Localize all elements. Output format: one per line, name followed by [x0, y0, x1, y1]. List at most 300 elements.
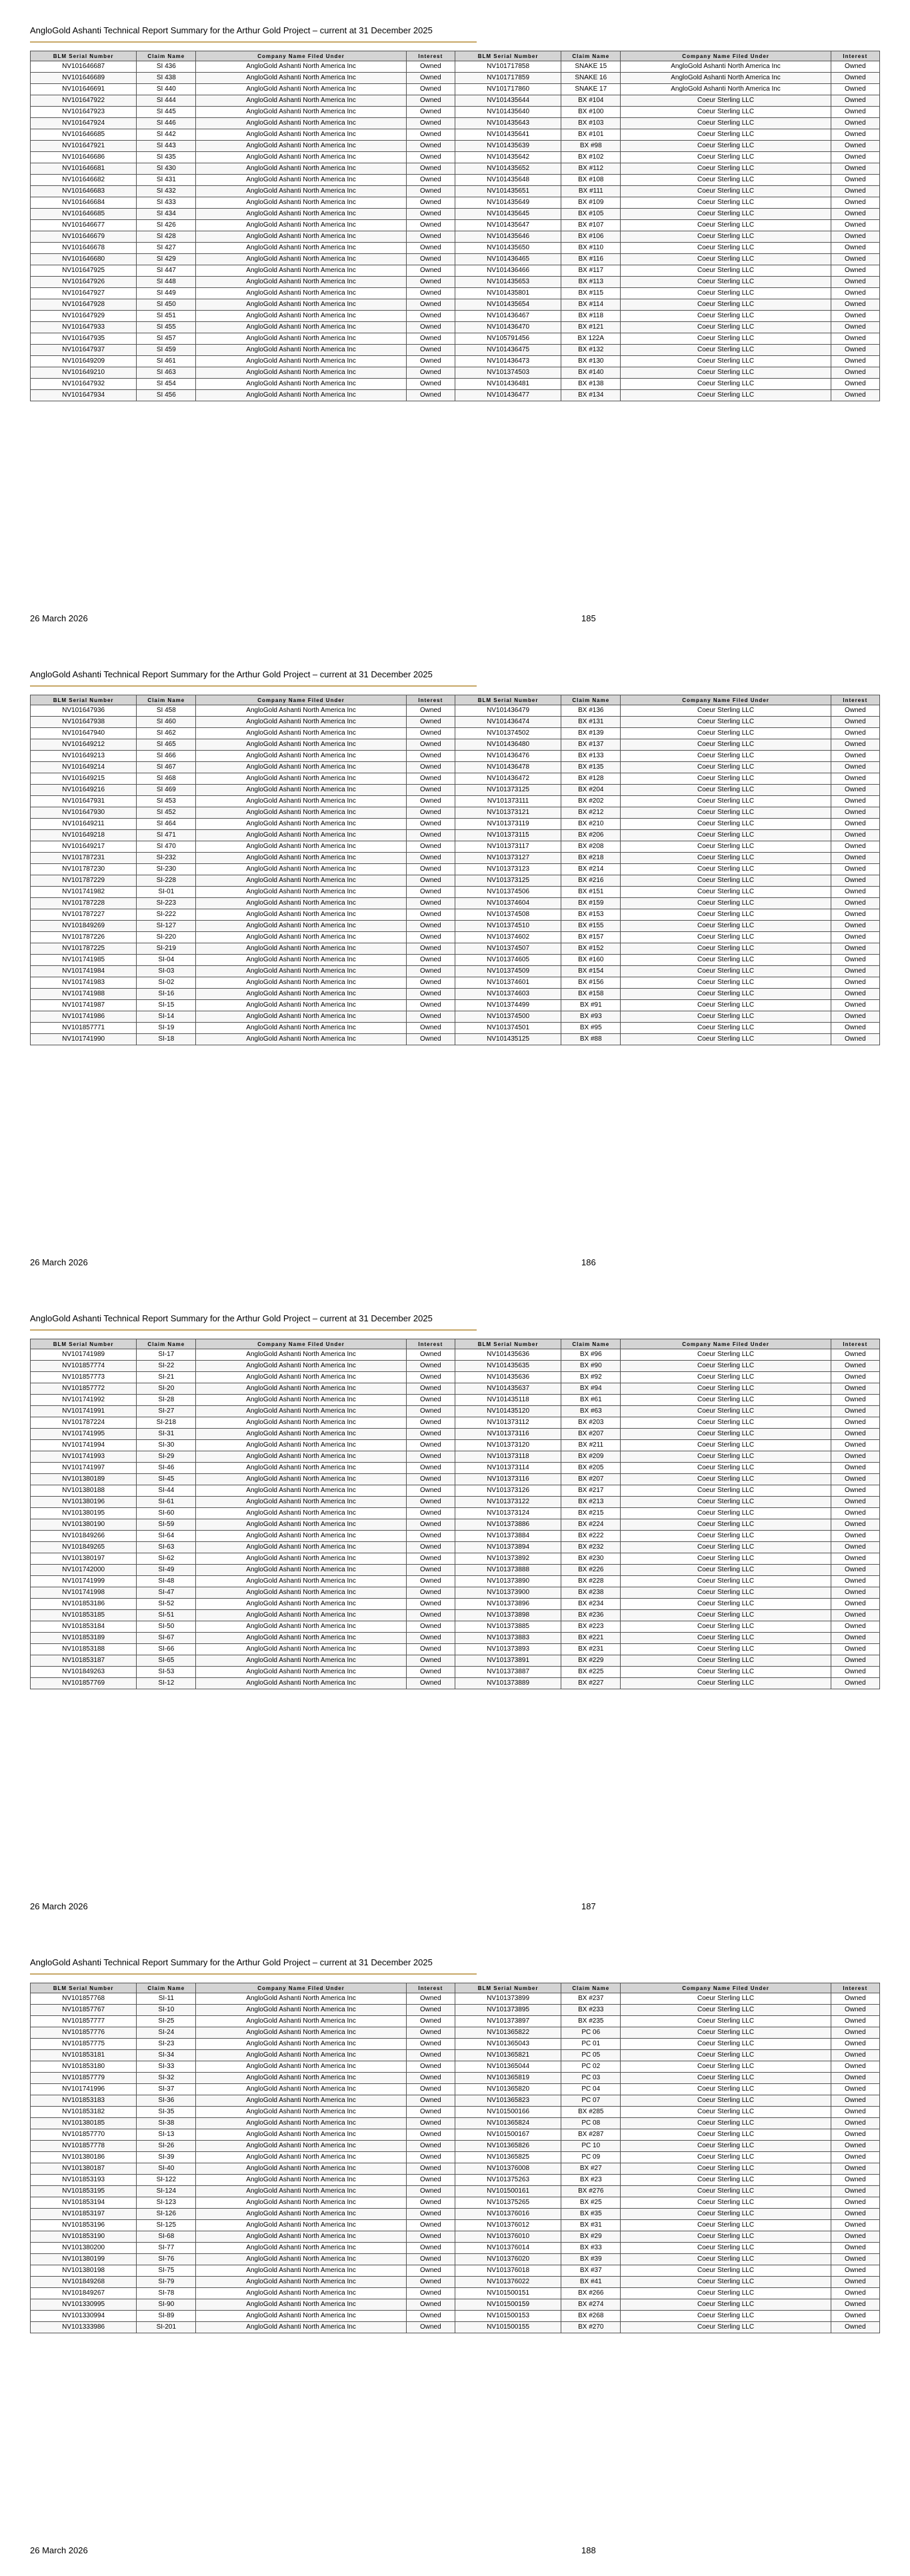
cell-claim-name: BX #206 — [561, 830, 621, 841]
cell-interest: Owned — [831, 84, 879, 95]
cell-interest: Owned — [831, 288, 879, 299]
cell-interest: Owned — [831, 819, 879, 830]
cell-blm-serial-number: NV101849268 — [31, 2277, 137, 2288]
cell-blm-serial-number: NV101717858 — [455, 61, 561, 73]
cell-blm-serial-number: NV101647930 — [31, 807, 137, 819]
cell-company-name: AngloGold Ashanti North America Inc — [196, 1349, 406, 1361]
table-row — [31, 717, 880, 728]
cell-claim-name: SI-66 — [137, 1644, 196, 1655]
cell-blm-serial-number: NV101373892 — [455, 1553, 561, 1565]
cell-company-name: AngloGold Ashanti North America Inc — [196, 1587, 406, 1599]
cell-interest: Owned — [831, 2163, 879, 2175]
cell-claim-name: BX #157 — [561, 932, 621, 943]
table-row — [31, 390, 880, 401]
table-row — [31, 1395, 880, 1406]
table-row — [31, 141, 880, 152]
column-header-interest: Interest — [406, 51, 455, 61]
cell-company-name: AngloGold Ashanti North America Inc — [196, 853, 406, 864]
cell-interest: Owned — [406, 356, 455, 367]
cell-company-name: Coeur Sterling LLC — [621, 390, 831, 401]
cell-company-name: AngloGold Ashanti North America Inc — [196, 1011, 406, 1023]
cell-interest: Owned — [831, 1565, 879, 1576]
cell-interest: Owned — [831, 379, 879, 390]
cell-interest: Owned — [831, 977, 879, 989]
cell-interest: Owned — [406, 1531, 455, 1542]
cell-blm-serial-number: NV101373123 — [455, 864, 561, 875]
cell-blm-serial-number: NV101380195 — [31, 1508, 137, 1519]
table-row — [31, 2050, 880, 2061]
cell-interest: Owned — [831, 2220, 879, 2231]
cell-company-name: AngloGold Ashanti North America Inc — [196, 2163, 406, 2175]
cell-blm-serial-number: NV101435646 — [455, 231, 561, 243]
cell-blm-serial-number: NV101741984 — [31, 966, 137, 977]
cell-claim-name: BX #108 — [561, 175, 621, 186]
cell-blm-serial-number: NV101646683 — [31, 186, 137, 197]
cell-interest: Owned — [406, 1644, 455, 1655]
cell-claim-name: BX #109 — [561, 197, 621, 209]
cell-interest: Owned — [831, 356, 879, 367]
cell-interest: Owned — [406, 2141, 455, 2152]
cell-blm-serial-number: NV101647936 — [31, 705, 137, 717]
column-header-company-name: Company Name Filed Under — [196, 1339, 406, 1349]
cell-interest: Owned — [406, 1429, 455, 1440]
column-header-claim-name: Claim Name — [137, 695, 196, 705]
cell-blm-serial-number: NV101853181 — [31, 2050, 137, 2061]
cell-interest: Owned — [406, 2175, 455, 2186]
cell-claim-name: BX #94 — [561, 1383, 621, 1395]
cell-interest: Owned — [406, 2254, 455, 2265]
cell-claim-name: SI-39 — [137, 2152, 196, 2163]
cell-interest: Owned — [406, 1508, 455, 1519]
cell-blm-serial-number: NV101373125 — [455, 785, 561, 796]
cell-interest: Owned — [406, 186, 455, 197]
table-row — [31, 1587, 880, 1599]
cell-claim-name: SI 470 — [137, 841, 196, 853]
cell-interest: Owned — [406, 921, 455, 932]
cell-company-name: Coeur Sterling LLC — [621, 1429, 831, 1440]
cell-interest: Owned — [406, 2152, 455, 2163]
cell-interest: Owned — [406, 2005, 455, 2016]
cell-blm-serial-number: NV101741995 — [31, 1429, 137, 1440]
cell-claim-name: BX #215 — [561, 1508, 621, 1519]
cell-interest: Owned — [406, 265, 455, 277]
cell-claim-name: SI 440 — [137, 84, 196, 95]
cell-claim-name: SI 433 — [137, 197, 196, 209]
cell-company-name: AngloGold Ashanti North America Inc — [196, 197, 406, 209]
table-row — [31, 2152, 880, 2163]
cell-blm-serial-number: NV101849267 — [31, 2288, 137, 2299]
cell-claim-name: PC 03 — [561, 2073, 621, 2084]
cell-company-name: AngloGold Ashanti North America Inc — [196, 231, 406, 243]
cell-blm-serial-number: NV101375265 — [455, 2197, 561, 2209]
cell-interest: Owned — [406, 367, 455, 379]
cell-claim-name: PC 08 — [561, 2118, 621, 2129]
cell-claim-name: SI 428 — [137, 231, 196, 243]
cell-company-name: AngloGold Ashanti North America Inc — [196, 1633, 406, 1644]
table-row — [31, 1474, 880, 1485]
cell-blm-serial-number: NV101857773 — [31, 1372, 137, 1383]
table-row — [31, 2277, 880, 2288]
cell-interest: Owned — [406, 1587, 455, 1599]
cell-interest: Owned — [406, 84, 455, 95]
cell-claim-name: BX #88 — [561, 1034, 621, 1045]
cell-claim-name: BX #205 — [561, 1463, 621, 1474]
table-row — [31, 705, 880, 717]
cell-company-name: AngloGold Ashanti North America Inc — [196, 841, 406, 853]
cell-interest: Owned — [831, 345, 879, 356]
cell-company-name: Coeur Sterling LLC — [621, 2322, 831, 2333]
cell-interest: Owned — [831, 1474, 879, 1485]
cell-interest: Owned — [406, 1542, 455, 1553]
cell-claim-name: BX #234 — [561, 1599, 621, 1610]
cell-interest: Owned — [406, 1993, 455, 2005]
cell-blm-serial-number: NV101373891 — [455, 1655, 561, 1667]
cell-blm-serial-number: NV101646680 — [31, 254, 137, 265]
cell-company-name: Coeur Sterling LLC — [621, 1440, 831, 1451]
table-row — [31, 299, 880, 311]
cell-interest: Owned — [406, 390, 455, 401]
cell-claim-name: SI-64 — [137, 1531, 196, 1542]
cell-claim-name: SI 450 — [137, 299, 196, 311]
cell-company-name: AngloGold Ashanti North America Inc — [196, 773, 406, 785]
cell-company-name: AngloGold Ashanti North America Inc — [196, 1372, 406, 1383]
cell-interest: Owned — [831, 887, 879, 898]
cell-company-name: Coeur Sterling LLC — [621, 254, 831, 265]
cell-company-name: Coeur Sterling LLC — [621, 152, 831, 163]
cell-blm-serial-number: NV101853182 — [31, 2107, 137, 2118]
table-row — [31, 2118, 880, 2129]
column-header-blm-serial-number: BLM Serial Number — [455, 51, 561, 61]
table-row — [31, 1667, 880, 1678]
cell-blm-serial-number: NV101787227 — [31, 909, 137, 921]
cell-interest: Owned — [406, 2107, 455, 2118]
cell-blm-serial-number: NV101373883 — [455, 1633, 561, 1644]
cell-claim-name: BX #114 — [561, 299, 621, 311]
column-header-blm-serial-number: BLM Serial Number — [31, 1983, 137, 1993]
cell-claim-name: SI 457 — [137, 333, 196, 345]
cell-company-name: Coeur Sterling LLC — [621, 379, 831, 390]
table-row — [31, 73, 880, 84]
cell-interest: Owned — [831, 751, 879, 762]
cell-blm-serial-number: NV101649214 — [31, 762, 137, 773]
cell-claim-name: BX #154 — [561, 966, 621, 977]
cell-company-name: AngloGold Ashanti North America Inc — [196, 2299, 406, 2311]
cell-claim-name: BX #226 — [561, 1565, 621, 1576]
cell-company-name: AngloGold Ashanti North America Inc — [196, 73, 406, 84]
cell-interest: Owned — [406, 175, 455, 186]
cell-blm-serial-number: NV101380198 — [31, 2265, 137, 2277]
column-header-company-name: Company Name Filed Under — [196, 1983, 406, 1993]
cell-company-name: AngloGold Ashanti North America Inc — [196, 717, 406, 728]
cell-claim-name: SI 467 — [137, 762, 196, 773]
cell-interest: Owned — [406, 2118, 455, 2129]
cell-blm-serial-number: NV101436473 — [455, 356, 561, 367]
cell-company-name: AngloGold Ashanti North America Inc — [196, 1621, 406, 1633]
cell-claim-name: BX #210 — [561, 819, 621, 830]
cell-blm-serial-number: NV101849269 — [31, 921, 137, 932]
cell-interest: Owned — [831, 2118, 879, 2129]
cell-claim-name: BX #151 — [561, 887, 621, 898]
cell-blm-serial-number: NV101741992 — [31, 1395, 137, 1406]
cell-interest: Owned — [406, 932, 455, 943]
cell-blm-serial-number: NV101741986 — [31, 1011, 137, 1023]
cell-claim-name: BX #228 — [561, 1576, 621, 1587]
cell-claim-name: PC 06 — [561, 2027, 621, 2039]
cell-blm-serial-number: NV101741993 — [31, 1451, 137, 1463]
cell-blm-serial-number: NV101365826 — [455, 2141, 561, 2152]
cell-interest: Owned — [406, 2220, 455, 2231]
table-row — [31, 209, 880, 220]
table-row — [31, 1463, 880, 1474]
cell-blm-serial-number: NV101646681 — [31, 163, 137, 175]
cell-interest: Owned — [406, 728, 455, 739]
cell-claim-name: SI 447 — [137, 265, 196, 277]
cell-blm-serial-number: NV101373118 — [455, 1451, 561, 1463]
cell-company-name: Coeur Sterling LLC — [621, 739, 831, 751]
cell-blm-serial-number: NV101649213 — [31, 751, 137, 762]
cell-blm-serial-number: NV101435636 — [455, 1372, 561, 1383]
cell-company-name: AngloGold Ashanti North America Inc — [196, 1576, 406, 1587]
table-row — [31, 2129, 880, 2141]
table-row — [31, 2220, 880, 2231]
cell-claim-name: SI-222 — [137, 909, 196, 921]
cell-claim-name: SI-29 — [137, 1451, 196, 1463]
table-row — [31, 1531, 880, 1542]
cell-company-name: Coeur Sterling LLC — [621, 2129, 831, 2141]
cell-company-name: AngloGold Ashanti North America Inc — [196, 1440, 406, 1451]
cell-company-name: AngloGold Ashanti North America Inc — [196, 807, 406, 819]
cell-claim-name: BX #202 — [561, 796, 621, 807]
cell-company-name: Coeur Sterling LLC — [621, 751, 831, 762]
cell-blm-serial-number: NV101857771 — [31, 1023, 137, 1034]
cell-blm-serial-number: NV101436475 — [455, 345, 561, 356]
cell-interest: Owned — [406, 152, 455, 163]
cell-interest: Owned — [406, 1633, 455, 1644]
cell-interest: Owned — [831, 209, 879, 220]
cell-claim-name: SI-12 — [137, 1678, 196, 1689]
cell-company-name: Coeur Sterling LLC — [621, 932, 831, 943]
cell-blm-serial-number: NV101853185 — [31, 1610, 137, 1621]
cell-claim-name: SI 458 — [137, 705, 196, 717]
cell-company-name: Coeur Sterling LLC — [621, 2288, 831, 2299]
cell-interest: Owned — [831, 2016, 879, 2027]
cell-company-name: AngloGold Ashanti North America Inc — [196, 2061, 406, 2073]
cell-interest: Owned — [406, 322, 455, 333]
table-row — [31, 966, 880, 977]
cell-claim-name: SI 459 — [137, 345, 196, 356]
cell-company-name: AngloGold Ashanti North America Inc — [196, 1463, 406, 1474]
cell-interest: Owned — [831, 277, 879, 288]
table-row — [31, 1383, 880, 1395]
cell-claim-name: BX #113 — [561, 277, 621, 288]
cell-blm-serial-number: NV101373125 — [455, 875, 561, 887]
cell-interest: Owned — [831, 1655, 879, 1667]
cell-company-name: AngloGold Ashanti North America Inc — [196, 2175, 406, 2186]
cell-blm-serial-number: NV101857769 — [31, 1678, 137, 1689]
cell-company-name: AngloGold Ashanti North America Inc — [196, 254, 406, 265]
cell-company-name: AngloGold Ashanti North America Inc — [196, 1383, 406, 1395]
cell-company-name: AngloGold Ashanti North America Inc — [196, 2005, 406, 2016]
column-header-blm-serial-number: BLM Serial Number — [455, 695, 561, 705]
column-header-interest: Interest — [831, 1983, 879, 1993]
cell-claim-name: SI-230 — [137, 864, 196, 875]
cell-company-name: Coeur Sterling LLC — [621, 1542, 831, 1553]
table-row — [31, 2016, 880, 2027]
cell-blm-serial-number: NV101649210 — [31, 367, 137, 379]
cell-blm-serial-number: NV101741983 — [31, 977, 137, 989]
table-row — [31, 356, 880, 367]
cell-company-name: AngloGold Ashanti North America Inc — [196, 2118, 406, 2129]
cell-blm-serial-number: NV101853187 — [31, 1655, 137, 1667]
cell-interest: Owned — [831, 1610, 879, 1621]
table-row — [31, 796, 880, 807]
cell-claim-name: BX #233 — [561, 2005, 621, 2016]
cell-blm-serial-number: NV101373114 — [455, 1463, 561, 1474]
cell-interest: Owned — [831, 2322, 879, 2333]
table-row — [31, 1993, 880, 2005]
table-row — [31, 61, 880, 73]
cell-blm-serial-number: NV101373112 — [455, 1417, 561, 1429]
cell-blm-serial-number: NV101647932 — [31, 379, 137, 390]
table-row — [31, 1565, 880, 1576]
cell-interest: Owned — [406, 1034, 455, 1045]
cell-company-name: Coeur Sterling LLC — [621, 356, 831, 367]
table-row — [31, 1519, 880, 1531]
cell-company-name: AngloGold Ashanti North America Inc — [196, 163, 406, 175]
table-row — [31, 785, 880, 796]
cell-blm-serial-number: NV101646685 — [31, 209, 137, 220]
cell-interest: Owned — [406, 1599, 455, 1610]
cell-company-name: AngloGold Ashanti North America Inc — [196, 728, 406, 739]
cell-blm-serial-number: NV101853196 — [31, 2220, 137, 2231]
cell-company-name: AngloGold Ashanti North America Inc — [196, 2322, 406, 2333]
cell-interest: Owned — [406, 1011, 455, 1023]
cell-claim-name: SI-219 — [137, 943, 196, 955]
cell-claim-name: BX #105 — [561, 209, 621, 220]
cell-claim-name: SI-04 — [137, 955, 196, 966]
report-page — [0, 644, 910, 1288]
cell-company-name: AngloGold Ashanti North America Inc — [196, 356, 406, 367]
table-row — [31, 2209, 880, 2220]
cell-claim-name: SI 435 — [137, 152, 196, 163]
cell-interest: Owned — [831, 1372, 879, 1383]
cell-claim-name: BX #104 — [561, 95, 621, 107]
cell-interest: Owned — [406, 864, 455, 875]
cell-interest: Owned — [406, 773, 455, 785]
cell-company-name: AngloGold Ashanti North America Inc — [196, 1610, 406, 1621]
cell-company-name: Coeur Sterling LLC — [621, 1531, 831, 1542]
cell-company-name: Coeur Sterling LLC — [621, 322, 831, 333]
cell-blm-serial-number: NV101373116 — [455, 1429, 561, 1440]
cell-claim-name: PC 09 — [561, 2152, 621, 2163]
cell-interest: Owned — [406, 2095, 455, 2107]
table-row — [31, 2061, 880, 2073]
cell-blm-serial-number: NV101647928 — [31, 299, 137, 311]
cell-claim-name: BX #266 — [561, 2288, 621, 2299]
cell-interest: Owned — [831, 1429, 879, 1440]
cell-blm-serial-number: NV101435649 — [455, 197, 561, 209]
cell-claim-name: SI 452 — [137, 807, 196, 819]
cell-company-name: Coeur Sterling LLC — [621, 1655, 831, 1667]
cell-claim-name: BX #31 — [561, 2220, 621, 2231]
table-row — [31, 163, 880, 175]
table-row — [31, 1508, 880, 1519]
cell-claim-name: BX #227 — [561, 1678, 621, 1689]
cell-claim-name: BX #117 — [561, 265, 621, 277]
cell-interest: Owned — [406, 2039, 455, 2050]
cell-interest: Owned — [831, 2152, 879, 2163]
cell-company-name: Coeur Sterling LLC — [621, 265, 831, 277]
cell-claim-name: SNAKE 15 — [561, 61, 621, 73]
cell-claim-name: SI 446 — [137, 118, 196, 129]
cell-blm-serial-number: NV101849265 — [31, 1542, 137, 1553]
table-row — [31, 152, 880, 163]
cell-interest: Owned — [406, 898, 455, 909]
cell-claim-name: BX #37 — [561, 2265, 621, 2277]
cell-blm-serial-number: NV101365044 — [455, 2061, 561, 2073]
column-header-claim-name: Claim Name — [561, 1983, 621, 1993]
cell-interest: Owned — [406, 875, 455, 887]
cell-claim-name: SI-19 — [137, 1023, 196, 1034]
cell-claim-name: SI 431 — [137, 175, 196, 186]
cell-blm-serial-number: NV101649209 — [31, 356, 137, 367]
cell-company-name: Coeur Sterling LLC — [621, 909, 831, 921]
cell-claim-name: SI-31 — [137, 1429, 196, 1440]
cell-company-name: Coeur Sterling LLC — [621, 1474, 831, 1485]
cell-claim-name: SI-53 — [137, 1667, 196, 1678]
cell-blm-serial-number: NV101435650 — [455, 243, 561, 254]
cell-company-name: AngloGold Ashanti North America Inc — [196, 1993, 406, 2005]
cell-blm-serial-number: NV101373124 — [455, 1508, 561, 1519]
cell-company-name: Coeur Sterling LLC — [621, 1011, 831, 1023]
cell-company-name: Coeur Sterling LLC — [621, 141, 831, 152]
cell-interest: Owned — [406, 1417, 455, 1429]
cell-claim-name: BX #218 — [561, 853, 621, 864]
cell-claim-name: BX #95 — [561, 1023, 621, 1034]
cell-company-name: Coeur Sterling LLC — [621, 2095, 831, 2107]
cell-interest: Owned — [406, 1621, 455, 1633]
cell-interest: Owned — [406, 2299, 455, 2311]
report-page — [0, 0, 910, 644]
cell-interest: Owned — [831, 807, 879, 819]
cell-blm-serial-number: NV101373889 — [455, 1678, 561, 1689]
table-row — [31, 762, 880, 773]
cell-interest: Owned — [406, 118, 455, 129]
cell-claim-name: BX 122A — [561, 333, 621, 345]
cell-company-name: AngloGold Ashanti North America Inc — [196, 1497, 406, 1508]
cell-claim-name: BX #29 — [561, 2231, 621, 2243]
cell-company-name: Coeur Sterling LLC — [621, 1349, 831, 1361]
cell-interest: Owned — [831, 1993, 879, 2005]
cell-blm-serial-number: NV101374503 — [455, 367, 561, 379]
cell-interest: Owned — [406, 739, 455, 751]
cell-interest: Owned — [406, 107, 455, 118]
cell-interest: Owned — [406, 141, 455, 152]
cell-company-name: Coeur Sterling LLC — [621, 717, 831, 728]
cell-claim-name: SI-59 — [137, 1519, 196, 1531]
cell-interest: Owned — [406, 785, 455, 796]
table-row — [31, 1417, 880, 1429]
cell-blm-serial-number: NV101376018 — [455, 2265, 561, 2277]
table-row — [31, 118, 880, 129]
cell-interest: Owned — [831, 2186, 879, 2197]
cell-claim-name: SI-16 — [137, 989, 196, 1000]
cell-blm-serial-number: NV101500151 — [455, 2288, 561, 2299]
cell-blm-serial-number: NV101365825 — [455, 2152, 561, 2163]
cell-claim-name: SI-30 — [137, 1440, 196, 1451]
cell-company-name: Coeur Sterling LLC — [621, 2107, 831, 2118]
cell-interest: Owned — [406, 1485, 455, 1497]
